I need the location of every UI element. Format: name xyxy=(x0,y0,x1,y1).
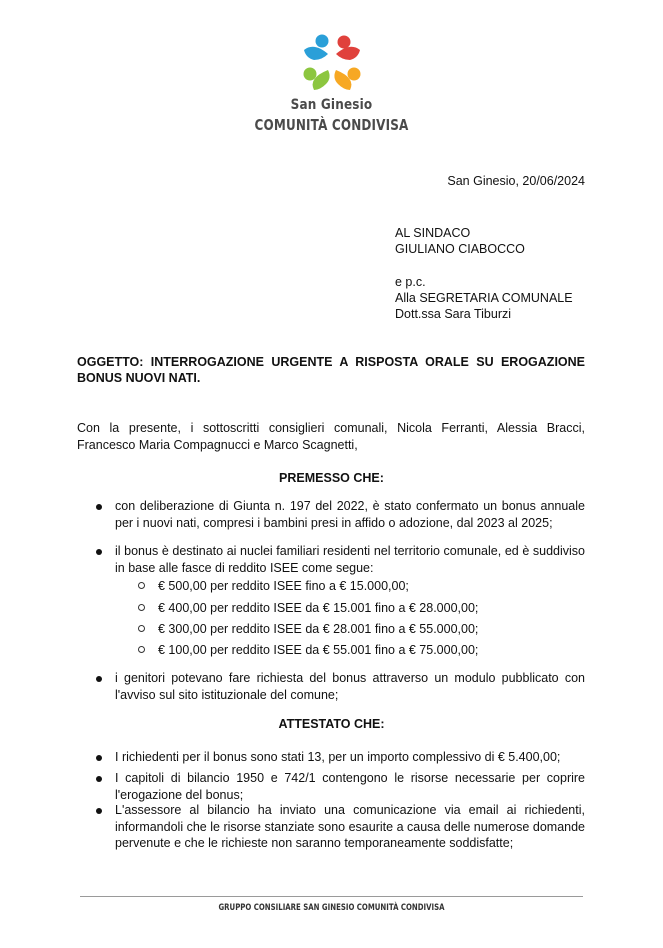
brand-name: San Ginesio xyxy=(290,97,373,113)
logo-figure-orange xyxy=(334,68,360,91)
isee-band-1: € 500,00 per reddito ISEE fino a € 15.000,00; xyxy=(158,579,409,593)
isee-band-4: € 100,00 per reddito ISEE da € 55.001 fino a € 75.000,00; xyxy=(158,643,479,657)
brand-tagline: COMUNITÀ CONDIVISA xyxy=(254,116,409,134)
bullet-icon xyxy=(96,504,102,510)
bullet-icon xyxy=(96,676,102,682)
premesso-item-1: con deliberazione di Giunta n. 197 del 2022, è stato confermato un bonus annuale per i nuovi nati, compresi i bambini presi in affido o adozione, dal 2023 al 2025; xyxy=(115,499,585,530)
isee-band-2: € 400,00 per reddito ISEE da € 15.001 fino a € 28.000,00; xyxy=(158,601,479,615)
premesso-heading: PREMESSO CHE: xyxy=(279,471,384,485)
circle-bullet-icon xyxy=(138,582,145,589)
logo-figure-red xyxy=(336,36,360,61)
circle-bullet-icon xyxy=(138,646,145,653)
logo-figure-green xyxy=(304,68,330,91)
letter-date: San Ginesio, 20/06/2024 xyxy=(447,174,585,188)
bullet-icon xyxy=(96,755,102,761)
cc-label: e p.c. xyxy=(395,275,426,289)
bullet-icon xyxy=(96,808,102,814)
recipient-line-4: Dott.ssa Sara Tiburzi xyxy=(395,307,512,321)
circle-bullet-icon xyxy=(138,625,145,632)
four-people-circle-logo xyxy=(300,30,364,94)
premesso-item-3: i genitori potevano fare richiesta del bonus attraverso un modulo pubblicato con l'avviso sul sito istituzionale del comune; xyxy=(115,671,585,702)
attestato-heading: ATTESTATO CHE: xyxy=(278,717,385,731)
attestato-item-1: I richiedenti per il bonus sono stati 13, per un importo complessivo di € 5.400,00; xyxy=(115,750,561,764)
premesso-item-2: il bonus è destinato ai nuclei familiari residenti nel territorio comunale, ed è suddiviso in base alle fasce di reddito ISEE come segue: xyxy=(115,544,585,575)
subject-line: OGGETTO: INTERROGAZIONE URGENTE A RISPOSTA ORALE SU EROGAZIONE BONUS NUOVI NATI. xyxy=(77,355,585,385)
recipient-line-1: AL SINDACO xyxy=(395,226,471,240)
bullet-icon xyxy=(96,776,102,782)
recipient-line-2: GIULIANO CIABOCCO xyxy=(395,242,525,256)
bullet-icon xyxy=(96,549,102,555)
attestato-item-2: I capitoli di bilancio 1950 e 742/1 contengono le risorse necessarie per coprire l'erogazione del bonus; xyxy=(115,771,585,802)
footer-divider xyxy=(80,896,583,897)
footer-text: GRUPPO CONSILIARE SAN GINESIO COMUNITÀ CONDIVISA xyxy=(218,903,445,913)
attestato-item-3: L'assessore al bilancio ha inviato una comunicazione via email ai richiedenti, informandoli che le risorse stanziate sono esaurite a causa delle numerose domande pervenute e che le richieste non saranno temporaneamente soddisfatte; xyxy=(115,803,585,850)
intro-paragraph: Con la presente, i sottoscritti consiglieri comunali, Nicola Ferranti, Alessia Bracci, Francesco Maria Compagnucci e Marco Scagnetti, xyxy=(77,421,585,452)
circle-bullet-icon xyxy=(138,604,145,611)
recipient-line-3: Alla SEGRETARIA COMUNALE xyxy=(395,291,573,305)
isee-band-3: € 300,00 per reddito ISEE da € 28.001 fino a € 55.000,00; xyxy=(158,622,479,636)
logo-figure-blue xyxy=(304,35,329,61)
